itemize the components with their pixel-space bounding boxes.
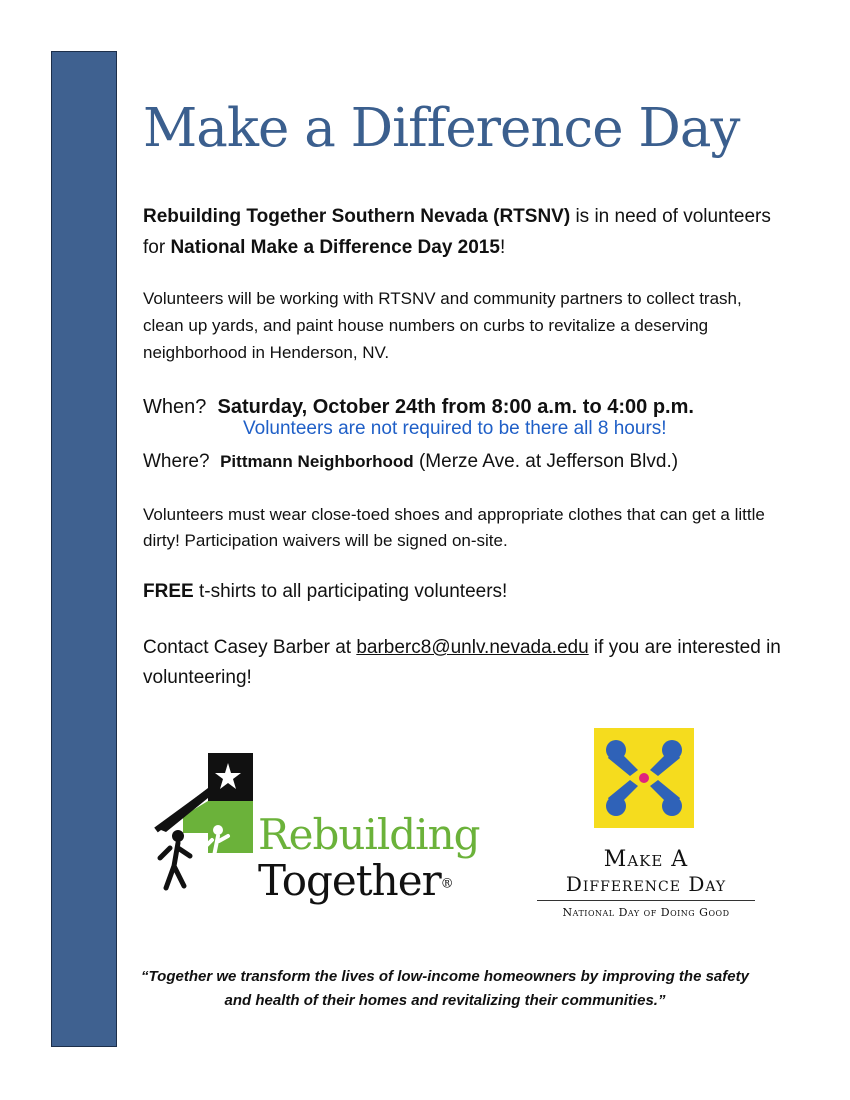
- mission-quote: “Together we transform the lives of low-income homeowners by improving the safety and health of their homes and revitalizing their communities.”: [141, 968, 749, 1009]
- rt-logo-together-text: Together: [258, 856, 441, 905]
- contact-text-1: Contact Casey Barber at: [143, 637, 357, 658]
- description-paragraph: Volunteers will be working with RTSNV and community partners to collect trash, clean up yards, and paint house numbers on curbs to revitalize a deserving neighborhood in Henderson, NV.: [143, 289, 742, 362]
- attire-paragraph: Volunteers must wear close-toed shoes and appropriate clothes that can get a little dirty! Participation waivers will be signed on-site.: [143, 505, 765, 550]
- contact-paragraph: [143, 633, 783, 693]
- where-line: [143, 449, 783, 475]
- intro-paragraph: [143, 201, 783, 263]
- when-line: [143, 394, 783, 420]
- rt-logo-word-together: [258, 856, 453, 905]
- contact-email-link[interactable]: barberc8@unlv.nevada.edu: [356, 637, 589, 658]
- intro-text-2: !: [499, 237, 506, 258]
- where-label: Where?: [143, 451, 210, 472]
- hours-note: Volunteers are not required to be there all 8 hours!: [243, 418, 667, 439]
- md-logo-divider: [537, 900, 755, 901]
- when-label: When?: [143, 396, 207, 418]
- page-title: Make a Difference Day: [143, 98, 740, 159]
- where-value: Pittmann Neighborhood: [220, 452, 414, 471]
- side-bar: [51, 51, 117, 1047]
- event-name: National Make a Difference Day 2015: [170, 237, 500, 258]
- free-label: FREE: [143, 581, 194, 602]
- md-logo-tagline: National Day of Doing Good: [562, 906, 730, 919]
- md-logo-line-1: Make A: [603, 847, 689, 872]
- intro-text-1: is in need of volunteers for: [143, 206, 771, 258]
- org-name: Rebuilding Together Southern Nevada (RTSNV): [143, 206, 571, 227]
- when-value: Saturday, October 24th from 8:00 a.m. to 4:00 p.m.: [217, 396, 694, 418]
- free-text: t-shirts to all participating volunteers!: [193, 581, 508, 602]
- free-shirts-line: [143, 579, 783, 605]
- rt-logo-word-rebuilding: Rebuilding: [258, 810, 480, 859]
- where-detail: (Merze Ave. at Jefferson Blvd.): [413, 451, 679, 472]
- make-a-difference-day-logo: [594, 728, 694, 828]
- contact-text-2: if you are interested in volunteering!: [143, 637, 781, 688]
- md-logo-line-2: Difference Day: [565, 872, 727, 896]
- registered-mark: ®: [440, 876, 453, 892]
